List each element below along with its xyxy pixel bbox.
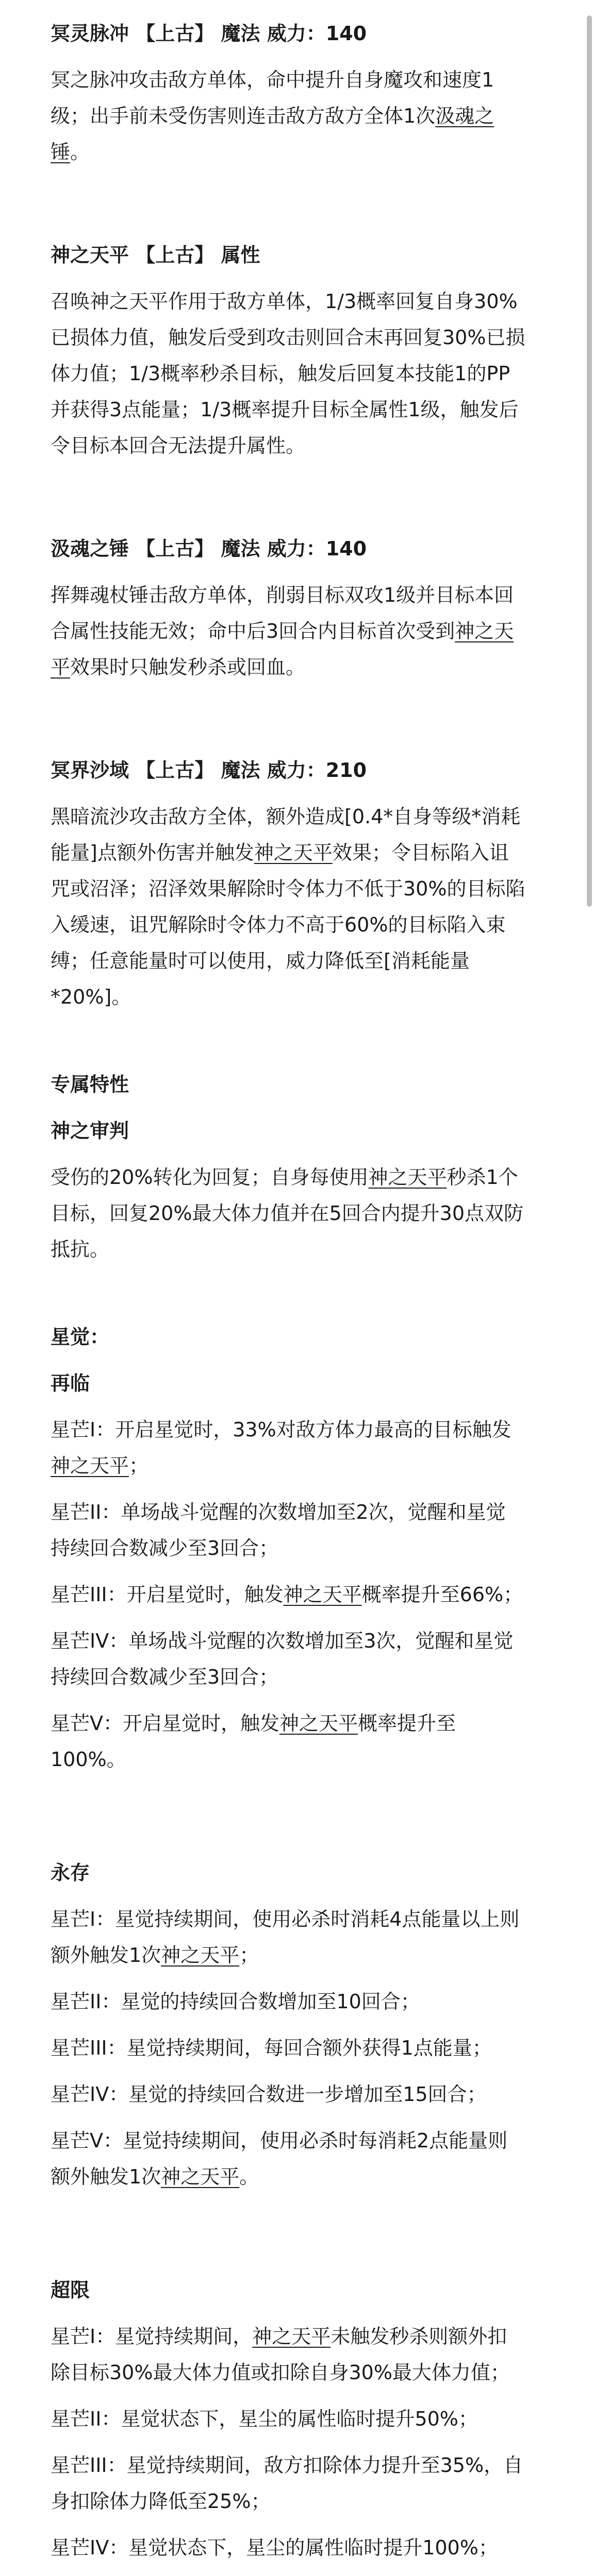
text-run: 召唤神之天平作用于敌方单体，1/3概率回复自身30% — [51, 290, 518, 313]
text-run: 星芒III：开启星觉时，触发 — [51, 1583, 284, 1606]
skill-link[interactable]: 神之天平 — [161, 1944, 240, 1967]
text-line — [51, 1448, 566, 1484]
text-line — [51, 2447, 566, 2483]
text-run: 星芒IV：星觉的持续回合数进一步增加至15回合； — [51, 2083, 487, 2106]
group-title: 永存 — [51, 1861, 90, 1884]
text-line — [51, 319, 566, 355]
text-run: 星芒II：星觉的持续回合数增加至10回合； — [51, 1990, 420, 2013]
text-run: 星芒V：开启星觉时，触发 — [51, 1712, 279, 1735]
spacer — [51, 170, 566, 237]
scrollbar[interactable] — [587, 15, 592, 907]
text-run: 能量]点额外伤害并触发 — [51, 841, 254, 864]
text-run: 级；出手前未受伤害则连击敌方敌方全体1次 — [51, 105, 436, 127]
spacer — [51, 1484, 566, 1494]
text-run: 额外触发1次 — [51, 1944, 161, 1967]
text-run: 抵抗。 — [51, 1238, 110, 1261]
skill-title: 汲魂之锤 【上古】 魔法 威力：140 — [51, 537, 367, 560]
text-line — [51, 98, 566, 134]
skill-link[interactable]: 汲魂之 — [435, 105, 494, 127]
spacer — [51, 2066, 566, 2076]
text-line — [51, 1937, 566, 1973]
text-line — [51, 1530, 566, 1566]
text-line — [51, 2159, 566, 2195]
text-line — [51, 835, 566, 871]
text-line — [51, 2354, 566, 2391]
trait-title: 神之审判 — [51, 1120, 129, 1142]
text-run: 星芒I：开启星觉时，33%对敌方体力最高的目标触发 — [51, 1418, 512, 1441]
skill-link[interactable]: 神之天平 — [279, 1712, 358, 1735]
text-line — [51, 2483, 566, 2519]
text-line — [51, 979, 566, 1015]
spacer — [51, 2112, 566, 2123]
text-run: 星芒IV：单场战斗觉醒的次数增加至3次，觉醒和星觉 — [51, 1630, 514, 1652]
spacer — [51, 1695, 566, 1705]
spacer — [51, 2437, 566, 2447]
spacer — [51, 685, 566, 752]
group-title: 超限 — [51, 2279, 90, 2301]
text-run: ； — [239, 1944, 259, 1967]
spacer — [51, 1613, 566, 1623]
text-run: 持续回合数减少至3回合； — [51, 1537, 279, 1560]
group-title: 再临 — [51, 1372, 90, 1395]
spacer — [51, 1103, 566, 1113]
skill-link[interactable]: 神之天平 — [254, 841, 333, 864]
text-run: 额外触发1次 — [51, 2165, 161, 2188]
spacer — [51, 567, 566, 577]
spacer — [51, 464, 566, 531]
spacer — [51, 2020, 566, 2030]
skill-link[interactable]: 神之天 — [455, 620, 514, 642]
spacer — [51, 2566, 566, 2576]
text-line — [51, 428, 566, 464]
skill-title: 神之天平 【上古】 属性 — [51, 244, 260, 266]
text-line — [51, 2030, 566, 2066]
spacer — [51, 1777, 566, 1788]
text-line — [51, 2123, 566, 2159]
text-run: 并获得3点能量；1/3概率提升目标全属性1级，触发后 — [51, 398, 519, 421]
text-line — [51, 1494, 566, 1530]
text-run: 效果时只触发秒杀或回血。 — [70, 656, 306, 679]
text-run: 星芒II：星觉状态下，星尘的属性临时提升50%； — [51, 2408, 478, 2430]
text-run: ； — [129, 1454, 149, 1477]
text-run: 令目标本回合无法提升属性。 — [51, 434, 306, 457]
text-run: 身扣除体力降低至25%； — [51, 2490, 271, 2513]
spacer — [51, 273, 566, 283]
spacer — [51, 1788, 566, 1855]
text-line — [51, 907, 566, 943]
text-run: 缚；任意能量时可以使用，威力降低至[消耗能量 — [51, 950, 470, 972]
text-run: 持续回合数减少至3回合； — [51, 1666, 279, 1688]
section-heading: 星觉： — [51, 1326, 110, 1348]
text-run: 未触发秒杀则额外扣 — [331, 2325, 507, 2348]
text-line — [51, 1901, 566, 1937]
spacer — [51, 2391, 566, 2401]
text-run: 100%。 — [51, 1748, 126, 1771]
spacer — [51, 1149, 566, 1159]
text-line — [51, 1984, 566, 2020]
skill-title: 冥灵脉冲 【上古】 魔法 威力：140 — [51, 22, 367, 45]
text-run: 效果；令目标陷入诅 — [332, 841, 509, 864]
text-line — [51, 1659, 566, 1695]
text-run: 目标，回复20%最大体力值并在5回合内提升30点双防 — [51, 1202, 523, 1225]
spacer — [51, 1355, 566, 1365]
text-line — [51, 649, 566, 685]
text-run: 体力值；1/3概率秒杀目标，触发后回复本技能1的PP — [51, 362, 510, 385]
text-run: 挥舞魂杖锤击敌方单体，削弱目标双攻1级并目标本回 — [51, 584, 514, 606]
spacer — [51, 1267, 566, 1319]
skill-link[interactable]: 平 — [51, 656, 71, 679]
text-line — [51, 799, 566, 835]
text-line — [51, 1231, 566, 1267]
text-run: 黑暗流沙攻击敌方全体，额外造成[0.4*自身等级*消耗 — [51, 805, 521, 828]
text-run: 咒或沼泽；沼泽效果解除时令体力不低于30%的目标陷 — [51, 877, 525, 900]
spacer — [51, 2308, 566, 2318]
text-run: 星芒III：星觉持续期间，每回合额外获得1点能量； — [51, 2037, 492, 2059]
text-line — [51, 2530, 566, 2566]
text-line — [51, 62, 566, 98]
text-run: 秒杀1个 — [447, 1166, 518, 1189]
text-run: 受伤的20%转化为回复；自身每使用 — [51, 1166, 369, 1189]
text-line — [51, 355, 566, 392]
text-line — [51, 1623, 566, 1659]
text-run: 概率提升至 — [358, 1712, 456, 1735]
spacer — [51, 788, 566, 799]
text-run: 已损体力值，触发后受到攻击则回合末再回复30%已损 — [51, 326, 525, 349]
text-line — [51, 871, 566, 907]
spacer — [51, 1015, 566, 1066]
text-line — [51, 392, 566, 428]
text-run: 星芒III：星觉持续期间，敌方扣除体力提升至35%，自 — [51, 2454, 523, 2477]
text-run: 入缓速，诅咒解除时令体力不高于60%的目标陷入束 — [51, 913, 506, 936]
skill-link[interactable]: 神之天平 — [51, 1454, 129, 1477]
text-line — [51, 613, 566, 649]
skill-link[interactable]: 神之天平 — [283, 1583, 362, 1606]
text-run: *20%]。 — [51, 986, 131, 1008]
section-heading: 专属特性 — [51, 1073, 129, 1096]
skill-link[interactable]: 锤 — [51, 141, 71, 163]
text-run: 。 — [239, 2165, 259, 2188]
text-line — [51, 2401, 566, 2437]
text-line — [51, 1412, 566, 1448]
skill-link[interactable]: 神之天平 — [368, 1166, 447, 1189]
spacer — [51, 2195, 566, 2205]
spacer — [51, 1401, 566, 1412]
text-run: 星芒V：星觉持续期间，使用必杀时每消耗2点能量则 — [51, 2129, 508, 2152]
text-line — [51, 2318, 566, 2354]
document-body — [51, 15, 566, 2576]
skill-link[interactable]: 神之天平 — [252, 2325, 331, 2348]
text-line — [51, 1159, 566, 1195]
text-line — [51, 577, 566, 613]
skill-link[interactable]: 神之天平 — [161, 2165, 240, 2188]
text-line — [51, 1195, 566, 1231]
text-run: 星芒II：单场战斗觉醒的次数增加至2次，觉醒和星觉 — [51, 1501, 506, 1523]
text-line — [51, 1741, 566, 1777]
text-run: 。 — [70, 141, 90, 163]
spacer — [51, 1566, 566, 1577]
spacer — [51, 2205, 566, 2272]
text-line — [51, 943, 566, 979]
text-line — [51, 2076, 566, 2112]
text-run: 冥之脉冲攻击敌方单体，命中提升自身魔攻和速度1 — [51, 69, 494, 91]
spacer — [51, 52, 566, 62]
text-run: 星芒I：星觉持续期间， — [51, 2325, 253, 2348]
text-line — [51, 283, 566, 319]
spacer — [51, 2519, 566, 2530]
text-line — [51, 134, 566, 170]
text-run: 合属性技能无效；命中后3回合内目标首次受到 — [51, 620, 455, 642]
skill-title: 冥界沙域 【上古】 魔法 威力：210 — [51, 759, 367, 782]
spacer — [51, 1973, 566, 1984]
text-line — [51, 1577, 566, 1613]
spacer — [51, 1891, 566, 1901]
text-run: 概率提升至66%； — [361, 1583, 523, 1606]
text-run: 星芒IV：星觉状态下，星尘的属性临时提升100%； — [51, 2536, 498, 2559]
text-run: 除目标30%最大体力值或扣除自身30%最大体力值； — [51, 2361, 510, 2384]
text-run: 星芒I：星觉持续期间，使用必杀时消耗4点能量以上则 — [51, 1908, 520, 1930]
text-line — [51, 1705, 566, 1741]
